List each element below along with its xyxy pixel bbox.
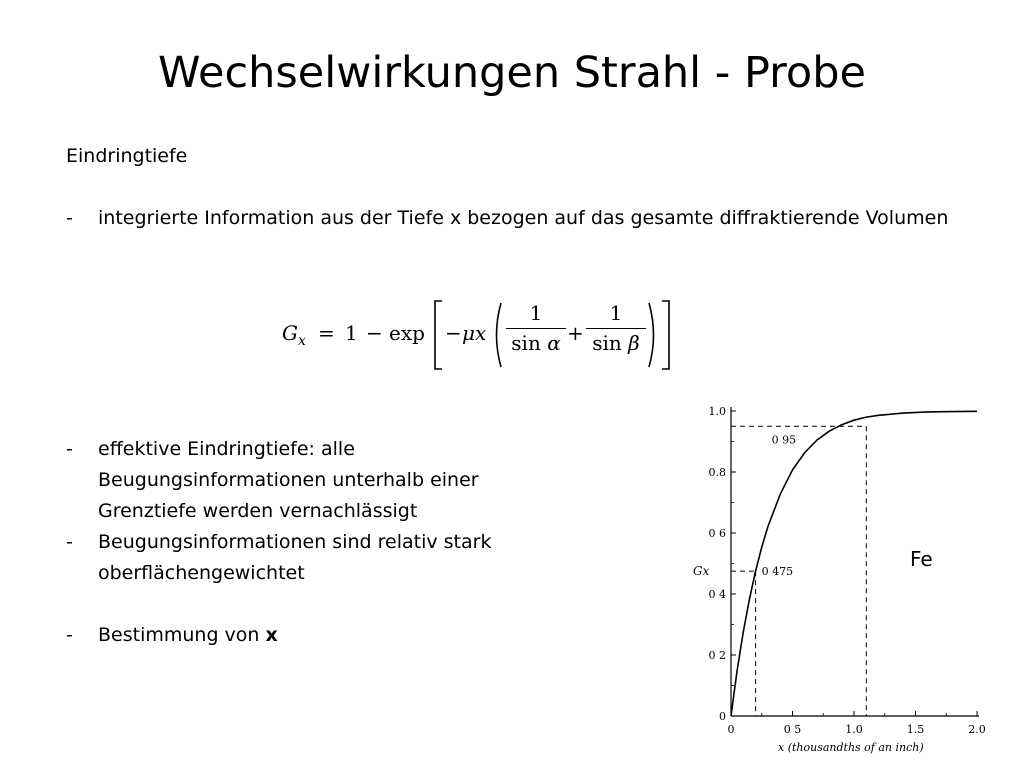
bullet-item — [66, 620, 546, 651]
fraction-alpha: 1 sin α — [504, 301, 568, 355]
formula-one: 1 — [345, 321, 358, 345]
y-tick-label: 0 2 — [708, 649, 726, 662]
y-tick-label: 0.8 — [708, 466, 726, 479]
x-tick-label: 0 — [727, 723, 735, 736]
annotation-label: 0 475 — [761, 565, 794, 579]
bullet-item — [66, 203, 966, 234]
x-axis-label: x (thousandths of an inch) — [778, 741, 924, 754]
bullet-text: Bestimmung von x — [98, 624, 278, 646]
formula-mu-x: μx — [462, 321, 487, 345]
y-tick-label: 0 6 — [708, 527, 726, 540]
bullet-item — [66, 434, 546, 527]
x-tick-label: 1.0 — [845, 723, 863, 736]
data-series-line — [731, 411, 977, 716]
bullet-item — [66, 527, 546, 589]
x-tick-label: 0 5 — [783, 723, 802, 736]
bullet-dash: - — [66, 207, 73, 229]
bullet-dash: - — [66, 438, 73, 460]
y-tick-label: 1.0 — [708, 405, 726, 418]
y-axis-label: Gx — [693, 564, 710, 579]
formula-minus: − — [366, 321, 383, 345]
formula-plus: + — [567, 321, 584, 345]
left-paren — [490, 301, 504, 369]
formula-exp: exp — [389, 321, 425, 345]
formula-inner-minus: − — [445, 321, 462, 345]
y-tick-label: 0 4 — [708, 588, 726, 601]
formula-equals: = — [318, 321, 335, 345]
annotation-label: 0 95 — [771, 433, 797, 447]
y-tick-label: 0 — [719, 710, 726, 723]
penetration-depth-chart — [680, 395, 1000, 765]
x-tick-label: 2.0 — [968, 723, 986, 736]
formula-lhs: $G_x$ — [282, 321, 306, 349]
slide-title: Wechselwirkungen Strahl - Probe — [158, 48, 866, 98]
right-paren — [646, 301, 660, 369]
section-heading: Eindringtiefe — [66, 145, 188, 167]
bullet-dash: - — [66, 531, 73, 553]
left-bracket — [432, 299, 444, 371]
right-bracket — [660, 299, 672, 371]
material-label: Fe — [910, 547, 933, 571]
x-tick-label: 1.5 — [906, 723, 925, 736]
bullet-text: integrierte Information aus der Tiefe x bezogen auf das gesamte diffraktierende Volumen — [98, 207, 949, 229]
bullet-dash: - — [66, 624, 73, 646]
bullet-text: effektive Eindringtiefe: alle Beugungsinformationen unterhalb einer Grenztiefe werden vernachlässigt — [98, 438, 479, 522]
bullet-text: Beugungsinformationen sind relativ stark oberflächengewichtet — [98, 531, 492, 584]
fraction-beta: 1 sin β — [584, 301, 648, 355]
